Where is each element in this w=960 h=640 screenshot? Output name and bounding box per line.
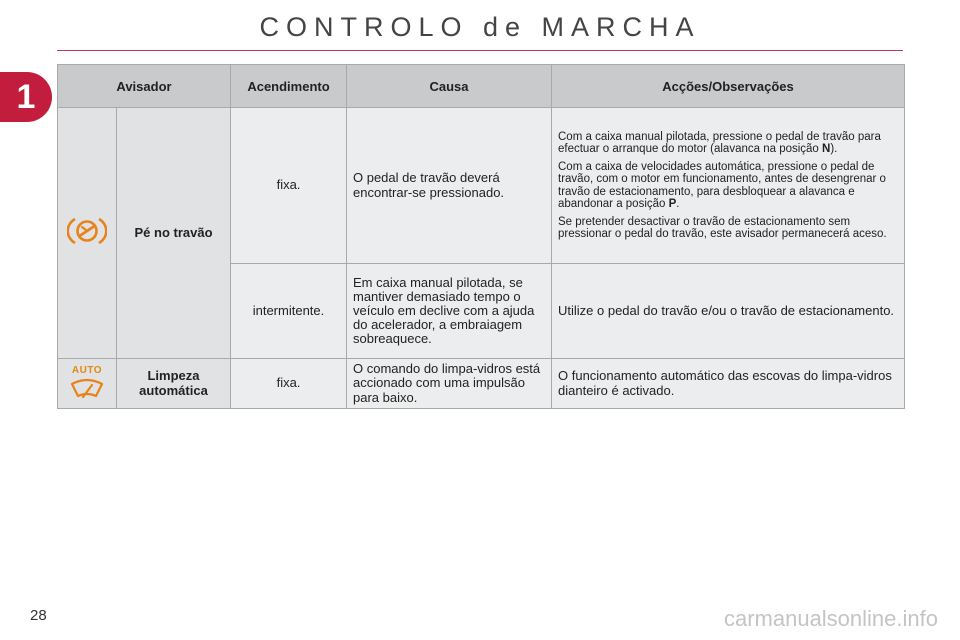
- brake-icon-cell: [58, 108, 117, 359]
- table-header-row: [58, 65, 905, 108]
- wiper-lighting: fixa.: [231, 359, 347, 409]
- brake-lighting-fixed: fixa.: [231, 108, 347, 264]
- brake-cause-flashing: Em caixa manual pilotada, se mantiver demasiado tempo o veículo em declive com a ajuda do acelerador, a embraiagem sobreaquece.: [347, 264, 552, 359]
- col-header-acendimento: Acendimento: [231, 65, 347, 108]
- obs-paragraph-parking: Se pretender desactivar o travão de estacionamento sem pressionar o pedal do travão, este avisador permanecerá aceso.: [558, 215, 887, 240]
- chapter-tab: 1: [0, 72, 52, 122]
- col-header-avisador: Avisador: [58, 65, 231, 108]
- wiper-observations: O funcionamento automático das escovas do limpa-vidros dianteiro é activado.: [552, 359, 905, 409]
- auto-wiper-icon: [69, 377, 105, 401]
- title-divider: [57, 50, 903, 51]
- col-header-causa: Causa: [347, 65, 552, 108]
- brake-lighting-flashing: intermitente.: [231, 264, 347, 359]
- col-header-observacoes: Acções/Observações: [552, 65, 905, 108]
- brake-pedal-warning-icon: [67, 214, 107, 248]
- wiper-cause: O comando do limpa-vidros está accionado com uma impulsão para baixo.: [347, 359, 552, 409]
- brake-name-cell: Pé no travão: [117, 108, 231, 359]
- page-number: 28: [30, 607, 47, 624]
- wiper-icon-cell: [58, 359, 117, 409]
- page-title: CONTROLO de MARCHA: [259, 12, 701, 42]
- obs-paragraph-automatic: Com a caixa de velocidades automática, pressione o pedal de travão, com o motor em funcionamento, antes de desengrenar o travão de estacionamento, para desbloquear a alavanca e abandonar a posição P.: [558, 161, 886, 210]
- watermark: carmanualsonline.info: [723, 606, 938, 631]
- warning-lights-table: [57, 64, 905, 409]
- brake-cause-fixed: O pedal de travão deverá encontrar-se pressionado.: [347, 108, 552, 264]
- brake-observations-flashing: Utilize o pedal do travão e/ou o travão de estacionamento.: [552, 264, 905, 359]
- brake-observations-fixed: [552, 108, 905, 264]
- table-row: [58, 359, 905, 409]
- table-row: [58, 108, 905, 264]
- wiper-name-cell: Limpeza automática: [117, 359, 231, 409]
- auto-label: AUTO: [71, 365, 103, 377]
- obs-paragraph-manual: Com a caixa manual pilotada, pressione o pedal de travão para efectuar o arranque do motor (alavanca na posição N).: [558, 131, 881, 156]
